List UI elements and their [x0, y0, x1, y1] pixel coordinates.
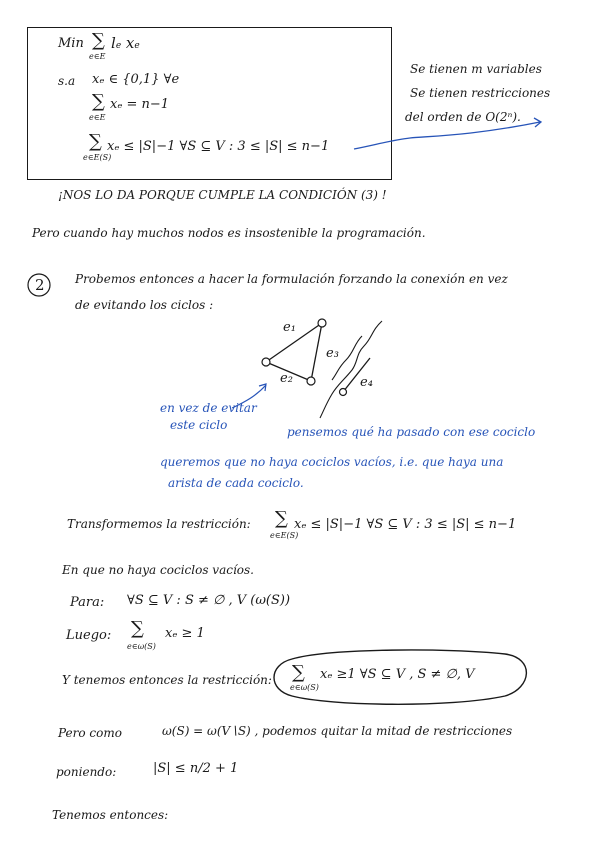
constraint-3-under: e∈E(S)	[83, 153, 112, 162]
poniendo-expr: |S| ≤ n/2 + 1	[153, 761, 239, 776]
edge-label-e1: e₁	[283, 320, 296, 335]
luego-expr: xₑ ≥ 1	[165, 626, 205, 641]
min-label: Min	[58, 36, 84, 51]
restriccion-expr: xₑ ≥1 ∀S ⊆ V , S ≠ ∅, V	[320, 667, 475, 682]
para-label: Para:	[70, 595, 105, 610]
edge-e1	[266, 323, 322, 362]
edge-label-e4: e₄	[360, 375, 373, 390]
edge-e2	[266, 362, 311, 381]
pensemos-note: pensemos qué ha pasado con ese cociclo	[287, 425, 536, 439]
luego-under: e∈ω(S)	[127, 642, 156, 651]
queremos-line2: arista de cada cociclo.	[168, 476, 304, 490]
en-vez-arrowhead	[259, 384, 266, 391]
edge-label-e2: e₂	[280, 371, 293, 386]
edge-label-e3: e₃	[326, 346, 339, 361]
note-pero: Pero cuando hay muchos nodos es insostenible la programación.	[32, 226, 426, 240]
side-note-line1: Se tienen m variables	[410, 62, 542, 76]
item-number-circle	[28, 274, 50, 296]
luego-sum: ∑	[131, 618, 144, 639]
poniendo-label: poniendo:	[56, 765, 117, 779]
tenemos-entonces: Tenemos entonces:	[52, 808, 169, 822]
note-condition: ¡NOS LO DA PORQUE CUMPLE LA CONDICIÓN (3) !	[58, 188, 387, 202]
node-c	[307, 377, 315, 385]
probemos-line2: de evitando los ciclos :	[75, 298, 214, 312]
node-a	[262, 358, 270, 366]
arrow-to-note	[354, 122, 540, 149]
restriccion-under: e∈ω(S)	[290, 683, 319, 692]
objective-sum: ∑	[92, 30, 105, 51]
objective-l: le xe	[111, 34, 140, 52]
objective-under: e∈E	[89, 52, 106, 61]
para-expr: ∀S ⊆ V : S ≠ ∅ , V (ω(S))	[127, 593, 291, 608]
restriccion-label: Y tenemos entonces la restricción:	[62, 673, 272, 687]
transform-under: e∈E(S)	[270, 531, 299, 540]
en-vez-arrow	[232, 385, 266, 408]
constraint-2: xₑ = n−1	[110, 97, 170, 112]
side-note-line3: del orden de O(2ⁿ).	[405, 110, 521, 124]
node-d	[340, 389, 347, 396]
transform-label: Transformemos la restricción:	[67, 517, 251, 531]
luego-label: Luego:	[66, 628, 112, 643]
constraint-3-sum: ∑	[89, 131, 102, 152]
constraint-2-under: e∈E	[89, 113, 106, 122]
cociclos-line: En que no haya cociclos vacíos.	[62, 563, 254, 577]
constraint-2-sum: ∑	[92, 91, 105, 112]
en-vez-line2: este ciclo	[170, 418, 228, 432]
node-b	[318, 319, 326, 327]
item-number: 2	[35, 276, 45, 294]
queremos-line1: queremos que no haya cociclos vacíos, i.e. que haya una	[160, 455, 504, 469]
transform-sum: ∑	[275, 508, 288, 529]
transform-expr: xₑ ≤ |S|−1 ∀S ⊆ V : 3 ≤ |S| ≤ n−1	[294, 517, 517, 532]
restriccion-sum: ∑	[292, 662, 305, 683]
edge-e3-side	[311, 323, 322, 381]
subject-to-label: s.a	[58, 74, 76, 88]
pero-como: Pero como	[58, 726, 122, 740]
constraint-3: xₑ ≤ |S|−1 ∀S ⊆ V : 3 ≤ |S| ≤ n−1	[107, 139, 330, 154]
mitad-line: ω(S) = ω(V∖S) , podemos quitar la mitad de restricciones	[162, 724, 513, 738]
cut-line-1	[320, 321, 382, 418]
constraint-binary: xₑ ∈ {0,1} ∀e	[92, 72, 180, 87]
en-vez-line1: en vez de evitar	[160, 401, 257, 415]
side-note-line2: Se tienen restricciones	[410, 86, 551, 100]
restriction-ellipse	[274, 650, 526, 704]
probemos-line1: Probemos entonces a hacer la formulación forzando la conexión en vez	[75, 272, 508, 286]
